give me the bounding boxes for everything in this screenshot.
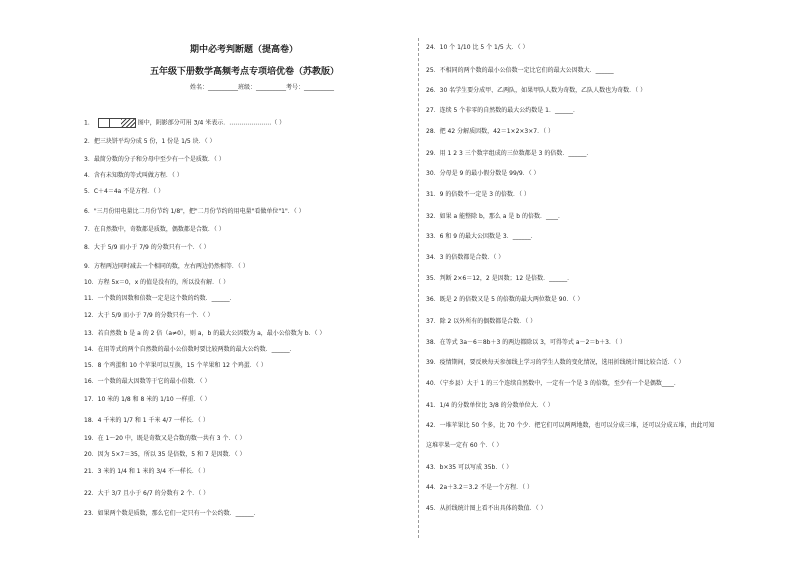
question-item: 33．6 和 9 的最大公因数是 3．______． [426, 233, 537, 240]
question-number: 1． [84, 119, 96, 127]
question-item: 7．在自然数中，奇数都是质数，偶数都是合数．（ ） [84, 226, 225, 233]
question-item: 21．3 米的 1/4 和 1 米的 3/4 不一样长．（ ） [84, 468, 209, 475]
question-item: 25．不相同的两个数的最小公倍数一定比它们的最大公因数大．______ [426, 67, 614, 74]
question-item: 14．在用等式的两个自然数的最小公倍数时要比较两数的最大公约数．______． [84, 346, 296, 353]
question-item: 11．一个数的因数和倍数一定是这个数的约数．______． [84, 295, 236, 302]
question-item: 3．最简分数的分子和分母中至少有一个是质数．（ ） [84, 156, 225, 163]
question-item: 27．连续 5 个非零的自然数的最大公约数是 1．______． [426, 107, 579, 114]
question-item: 44．2a＋3.2＝3.2 不是一个方程．（ ） [426, 484, 534, 491]
question-item: 26．30 名学生要分成甲、乙两队，如果甲队人数为奇数，乙队人数也为奇数．（ ） [426, 87, 647, 94]
question-item: 12．大于 5/9 而小于 7/9 的分数只有一个．（ ） [84, 312, 214, 319]
hatched-bar-figure [98, 118, 136, 128]
question-item: 40．（宁乡县）大于 1 的三个连续自然数中，一定有一个是 3 的倍数，至少有一个是偶数____． [426, 380, 680, 387]
question-item: 38．在等式 3a－6＝8b＋3 的两边都除以 3，可得等式 a－2＝b＋3．（ ） [426, 339, 626, 346]
question-item: 30．分母是 9 的最小假分数是 99/9．（ ） [426, 170, 540, 177]
question-item: 16．一个数的最大因数等于它的最小倍数．（ ） [84, 378, 211, 385]
question-item: 9．方程两边同时减去一个相同的数，左右两边仍然相等．（ ） [84, 263, 249, 270]
question-item: 36．既是 2 的倍数又是 5 的倍数的最大两位数是 90．（ ） [426, 296, 584, 303]
question-item: 28．把 42 分解质因数，42＝1×2×3×7．（ ） [426, 128, 554, 135]
question-item: 29．用 1 2 3 三个数字组成的三位数都是 3 的倍数．______． [426, 150, 593, 157]
question-item: 31．9 的倍数不一定是 3 的倍数．（ ） [426, 191, 530, 198]
question-item: 24．10 个 1/10 比 5 个 1/5 大．（ ） [426, 44, 529, 51]
column-divider [418, 38, 419, 538]
question-text: 图中，阴影部分可用 3/4 米表示．…………………（ ） [137, 119, 286, 127]
exam-title: 期中必考判断题（提高卷） [190, 45, 299, 55]
question-item: 42．一堆苹果比 50 个多，比 70 个少．把它们可以两两地数，也可以分成三堆，还可以分成五堆，由此可知 [426, 422, 715, 429]
question-item: 这堆苹果一定有 60 个．（ ） [426, 442, 503, 449]
question-item: 35．判断 2×6＝12，2 是因数；12 是倍数．______． [426, 275, 574, 282]
student-info-line: 姓名：__________班级：__________考号：__________ [190, 84, 335, 91]
question-item: 23．如果两个数是质数，那么它们一定只有一个公约数．______． [84, 510, 260, 517]
question-item: 22．大于 3/7 且小于 6/7 的分数有 2 个．（ ） [84, 490, 210, 497]
question-item: 2．把三块饼平均分成 5 份，1 份是 1/5 块．（ ） [84, 138, 216, 145]
question-item: 17．10 米的 1/8 和 8 米的 1/10 一样重．（ ） [84, 396, 211, 403]
question-item: 8．大于 5/9 而小于 7/9 的分数只有一个．（ ） [84, 244, 210, 251]
question-item: 20．因为 5×7＝35，所以 35 是倍数，5 和 7 是因数．（ ） [84, 451, 246, 458]
question-item: 5．C＋4＝4a 不是方程．（ ） [84, 188, 165, 195]
exam-subtitle: 五年级下册数学高频考点专项培优卷（苏教版） [150, 67, 340, 77]
question-item: 19．在 1～20 中，既是奇数又是合数的数一共有 3 个．（ ） [84, 435, 246, 442]
question-item: 45．从折线统计图上看不出具体的数值．（ ） [426, 505, 547, 512]
question-item: 41．1/4 的分数单位比 3/8 的分数单位大．（ ） [426, 402, 554, 409]
question-item: 34．3 的倍数都是合数．（ ） [426, 254, 505, 261]
question-item: 13．若自然数 b 是 a 的 2 倍（a≠0），则 a，b 的最大公因数为 a，最小公倍数为 b．（ ） [84, 330, 326, 337]
question-item: 43．b×35 可以写成 35b．（ ） [426, 464, 513, 471]
question-item: 39．疫情期间，要反映每天参加线上学习的学生人数的变化情况，选用折线统计图比较合适．（ ） [426, 359, 685, 366]
question-item: 6．"三月份用电量比二月份节约 1/8"，把"二月份节约的用电量"看做单位"1"．（ ） [84, 208, 305, 215]
question-item: 4．含有未知数的等式叫做方程．（ ） [84, 172, 183, 179]
question-item: 32．如果 a 能整除 b，那么 a 是 b 的倍数．____． [426, 213, 564, 220]
question-item: 37．除 2 以外所有的偶数都是合数．（ ） [426, 318, 537, 325]
question-item: 10．方程 5x＝0，x 的值是没有的，所以没有解．（ ） [84, 279, 230, 286]
question-item: 15．8 个鸡蛋和 10 个苹果可以互换，15 个苹果和 12 个鸡蛋．（ ） [84, 362, 267, 369]
question-item: 18．4 千米的 1/7 和 1 千米 4/7 一样长．（ ） [84, 417, 209, 424]
question-item [84, 118, 285, 128]
